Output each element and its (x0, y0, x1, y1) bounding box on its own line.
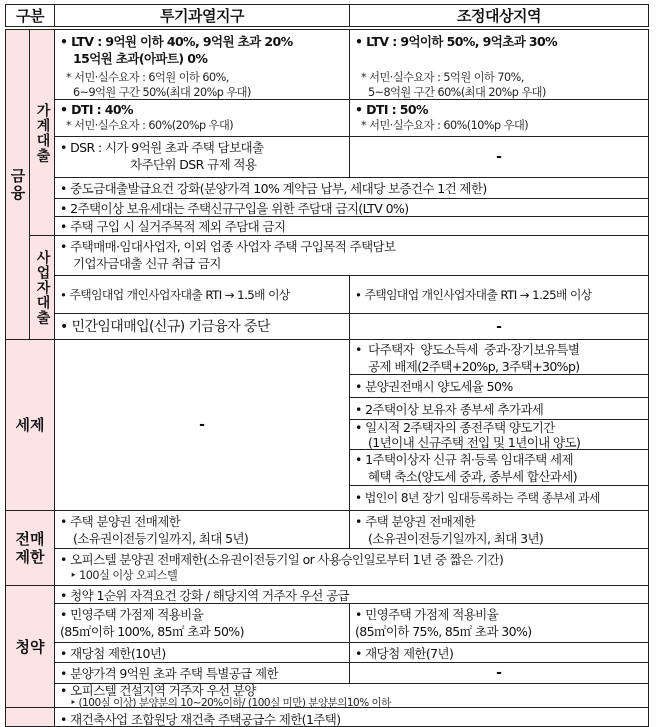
resale-adj-line1: • 주택 분양권 전매제한 (355, 513, 644, 530)
tax-adj-5-line2: 혜택 축소(양도세 중과, 종부세 합산과세) (368, 469, 578, 484)
tax-adj-4-line1: • 일시적 2주택자의 종전주택 양도기간 (355, 420, 644, 435)
rti-adjustment (349, 275, 649, 314)
category-resale (5, 510, 55, 586)
ltv-adj-note1: * 서민·실수요자 : 5억원 이하 70%, (361, 71, 524, 84)
dsr-spec-line1: • DSR : 시가 9억원 초과 주택 담보대출 (60, 139, 345, 156)
private-rental-adjustment: - (349, 313, 649, 340)
last-row-partial-text: • 재건축사업 조합원당 재건축 주택공급수 제한(1주택) (60, 711, 644, 727)
finance-common-text-3: • 주택 구입 시 실거주목적 제외 주담대 금지 (60, 218, 644, 235)
tax-adj-6-text: • 법인이 8년 장기 임대등록하는 주택 종부세 과세 (355, 490, 644, 507)
category-subscription: 청약 (5, 585, 55, 708)
resale-adjustment (349, 510, 649, 549)
ltv-speculative (54, 29, 350, 100)
dsr-adjustment: - (349, 136, 649, 178)
tax-adjustment-row-3 (349, 397, 649, 420)
ltv-adj-line1: • LTV : 9억이하 50%, 9억초과 30% (355, 33, 644, 50)
rewin-adj-text: • 재당첨 제한(7년) (355, 645, 644, 662)
business-common-line1: • 주택매매·임대사업자, 이외 업종 사업자 주택 구입목적 주택담보 (60, 238, 644, 255)
special-supply-adjustment: - (349, 662, 649, 684)
tax-adj-3-text: • 2주택이상 보유자 종부세 추가과세 (355, 401, 644, 418)
private-rental-speculative (54, 313, 350, 340)
category-resale-label: 전매제한 (15, 530, 45, 566)
finance-common-text-1: • 중도금대출발급요건 강화(분양가격 10% 계약금 납부, 세대당 보증건수 1건 제한) (60, 180, 644, 197)
rewin-adjustment (349, 642, 649, 663)
ltv-spec-note1: * 서민·실수요자 : 6억원 이하 60%, (66, 71, 229, 84)
subcategory-household-loan (29, 29, 55, 236)
finance-common-row-3 (54, 216, 649, 236)
category-tax: 세제 (5, 339, 55, 511)
rti-spec-text: • 주택임대업 개인사업자대출 RTI → 1.5배 이상 (60, 287, 345, 304)
header-adjustment-zone: 조정대상지역 (349, 4, 649, 27)
resale-officetel-line2: ‣ 100실 이상 오피스텔 (60, 568, 644, 583)
ltv-spec-line2: 15억원 초과(아파트) 0% (73, 51, 208, 66)
rti-adj-text: • 주택임대업 개인사업자대출 RTI → 1.25배 이상 (355, 287, 644, 304)
subscription-officetel-line1: • 오피스텔 건설지역 거주자 우선 분양 (60, 684, 644, 698)
subscription-common-first-text: • 청약 1순위 자격요건 강화 / 해당지역 거주자 우선 공급 (60, 587, 644, 604)
finance-common-row-1 (54, 177, 649, 199)
dti-spec-line: • DTI : 40% (60, 101, 345, 118)
points-adj-line2: (85㎡이하 75%, 85㎡ 초과 30%) (355, 624, 532, 639)
tax-adj-5-line1: • 1주택이상자 신규 취·등록 임대주택 세제 (355, 451, 644, 468)
dti-adj-note: * 서민·실수요자 : 60%(10%p 우대) (361, 119, 529, 132)
dsr-speculative (54, 136, 350, 178)
dti-adj-line: • DTI : 50% (355, 101, 644, 118)
business-common-line2: 기업자금대출 신규 취급 금지 (73, 256, 221, 271)
tax-adj-2-text: • 분양권전매시 양도세율 50% (355, 378, 644, 395)
last-row-partial (54, 707, 649, 727)
header-speculative-zone: 투기과열지구 (54, 4, 350, 27)
finance-common-text-2: • 2주택이상 보유세대는 주택신규구입을 위한 주담대 금지(LTV 0%) (60, 200, 644, 217)
subcategory-business-loan (29, 235, 55, 340)
subscription-officetel-line2: ‣ (100실 이상) 분양분의 10~20%이하/ (100실 미만) 분양분의10% 이하 (60, 698, 644, 708)
subcategory-household-label: 가계대출 (34, 102, 51, 163)
dti-spec-note: * 서민·실수요자 : 60%(20%p 우대) (66, 119, 234, 132)
finance-common-row-2 (54, 198, 649, 217)
tax-adjustment-row-6 (349, 485, 649, 511)
tax-adjustment-row-4 (349, 419, 649, 450)
business-common (54, 235, 649, 276)
points-spec-line1: • 민영주택 가점제 적용비율 (60, 606, 345, 623)
points-adjustment (349, 603, 649, 643)
rewin-spec-text: • 재당첨 제한(10년) (60, 645, 345, 662)
resale-spec-line2: (소유권이전등기일까지, 최대 5년) (73, 531, 249, 546)
ltv-adjustment (349, 29, 649, 100)
dti-speculative (54, 99, 350, 137)
resale-adj-line2: (소유권이전등기일까지, 최대 3년) (368, 531, 544, 546)
tax-adj-1-line1: • 다주택자 양도소득세 중과·장기보유특별 (355, 341, 644, 358)
points-spec-line2: (85㎡이하 100%, 85㎡ 초과 50%) (60, 624, 244, 639)
special-supply-speculative (54, 662, 350, 684)
private-rental-spec-text: • 민간임대매입(신규) 기금융자 중단 (60, 319, 345, 336)
dsr-spec-line2: 차주단위 DSR 규제 적용 (130, 157, 257, 172)
points-speculative (54, 603, 350, 643)
category-partial (5, 707, 55, 727)
tax-adjustment-row-2 (349, 374, 649, 398)
ltv-spec-note2: 6~9억원 구간 50%(최대 20%p 우대) (73, 86, 251, 99)
subcategory-business-label: 사업자대출 (34, 250, 51, 325)
resale-officetel-line1: • 오피스텔 분양권 전매제한(소유권이전등기일 or 사용승인일로부터 1년 중 짧은 기간) (60, 551, 644, 568)
tax-adjustment-row-5 (349, 449, 649, 486)
dti-adjustment (349, 99, 649, 137)
subscription-officetel (54, 683, 649, 708)
resale-speculative (54, 510, 350, 549)
tax-adj-1-line2: 공제 배제(2주택+20%p, 3주택+30%p) (368, 359, 580, 374)
category-finance (5, 29, 30, 340)
tax-adjustment-row-1 (349, 339, 649, 375)
resale-spec-line1: • 주택 분양권 전매제한 (60, 513, 345, 530)
points-adj-line1: • 민영주택 가점제 적용비율 (355, 606, 644, 623)
rti-speculative (54, 275, 350, 314)
ltv-spec-line1: • LTV : 9억원 이하 40%, 9억원 초과 20% (60, 33, 345, 50)
rewin-speculative (54, 642, 350, 663)
tax-speculative: - (54, 339, 350, 511)
special-spec-text: • 분양가격 9억원 초과 주택 특별공급 제한 (60, 665, 345, 682)
resale-officetel (54, 548, 649, 586)
ltv-adj-note2: 5~8억원 구간 60%(최대 20%p 우대) (368, 86, 546, 99)
tax-adj-4-line2: (1년이내 신규주택 전입 및 1년이내 양도) (368, 435, 581, 450)
category-finance-label: 금융 (8, 167, 27, 202)
header-category: 구분 (5, 4, 55, 27)
subscription-common-first (54, 585, 649, 604)
